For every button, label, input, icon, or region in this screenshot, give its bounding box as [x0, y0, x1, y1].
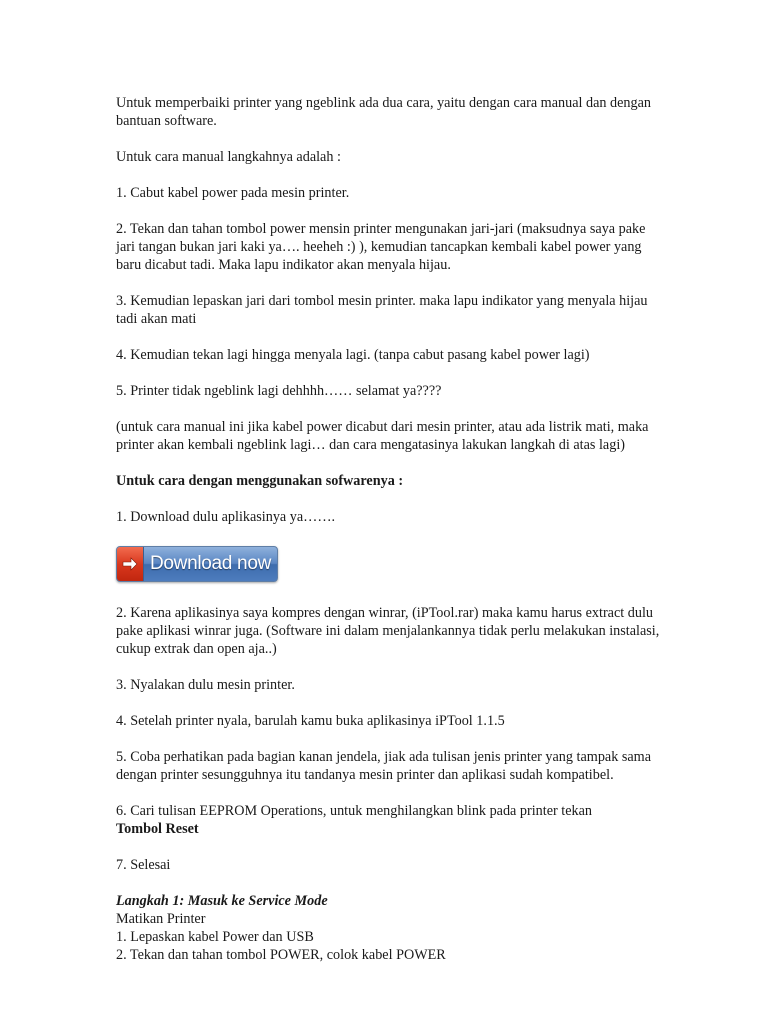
- manual-step-3: 3. Kemudian lepaskan jari dari tombol mesin printer. maka lapu indikator yang menyala hijau tadi akan mati: [116, 293, 648, 327]
- langkah1-heading: Langkah 1: Masuk ke Service Mode: [116, 893, 328, 909]
- tombol-reset-text: Tombol Reset: [116, 821, 199, 837]
- software-step-4: 4. Setelah printer nyala, barulah kamu buka aplikasinya iPTool 1.1.5: [116, 713, 505, 729]
- intro-paragraph: Untuk memperbaiki printer yang ngeblink ada dua cara, yaitu dengan cara manual dan dengan bantuan software.: [116, 95, 651, 129]
- manual-note: (untuk cara manual ini jika kabel power dicabut dari mesin printer, atau ada listrik mati, maka printer akan kembali ngeblink lagi… dan cara mengatasinya lakukan langkah di atas lagi): [116, 419, 649, 453]
- software-step-6: [116, 802, 661, 838]
- manual-step-5: 5. Printer tidak ngeblink lagi dehhhh…… selamat ya????: [116, 383, 442, 399]
- software-step-7: 7. Selesai: [116, 857, 171, 873]
- langkah1-line-3: 2. Tekan dan tahan tombol POWER, colok kabel POWER: [116, 947, 446, 963]
- langkah1-line-2: 1. Lepaskan kabel Power dan USB: [116, 929, 314, 945]
- software-step-6-text: 6. Cari tulisan EEPROM Operations, untuk menghilangkan blink pada printer tekan: [116, 803, 592, 819]
- software-step-2: 2. Karena aplikasinya saya kompres dengan winrar, (iPTool.rar) maka kamu harus extract dulu pake aplikasi winrar juga. (Software ini dalam menjalankannya tidak perlu melakukan instalasi, cukup extrak dan open aja..): [116, 605, 660, 657]
- document-page: [116, 94, 661, 964]
- arrow-right-icon: [117, 547, 144, 581]
- download-now-button[interactable]: [116, 546, 278, 582]
- manual-step-1: 1. Cabut kabel power pada mesin printer.: [116, 185, 350, 201]
- software-step-3: 3. Nyalakan dulu mesin printer.: [116, 677, 295, 693]
- manual-step-4: 4. Kemudian tekan lagi hingga menyala lagi. (tanpa cabut pasang kabel power lagi): [116, 347, 590, 363]
- manual-heading: Untuk cara manual langkahnya adalah :: [116, 149, 341, 165]
- software-step-5: 5. Coba perhatikan pada bagian kanan jendela, jiak ada tulisan jenis printer yang tampak sama dengan printer sesungguhnya itu tandanya mesin printer dan aplikasi sudah kompatibel.: [116, 749, 651, 783]
- langkah1-line-1: Matikan Printer: [116, 911, 206, 927]
- manual-step-2: 2. Tekan dan tahan tombol power mensin printer mengunakan jari-jari (maksudnya saya pake jari tangan bukan jari kaki ya…. heeheh :) ), kemudian tancapkan kembali kabel power yang baru dicabut tadi. Maka lapu indikator akan menyala hijau.: [116, 221, 646, 273]
- software-step-1: 1. Download dulu aplikasinya ya…….: [116, 509, 336, 525]
- download-now-label: Download now: [149, 553, 272, 574]
- software-heading: Untuk cara dengan menggunakan sofwarenya :: [116, 473, 404, 489]
